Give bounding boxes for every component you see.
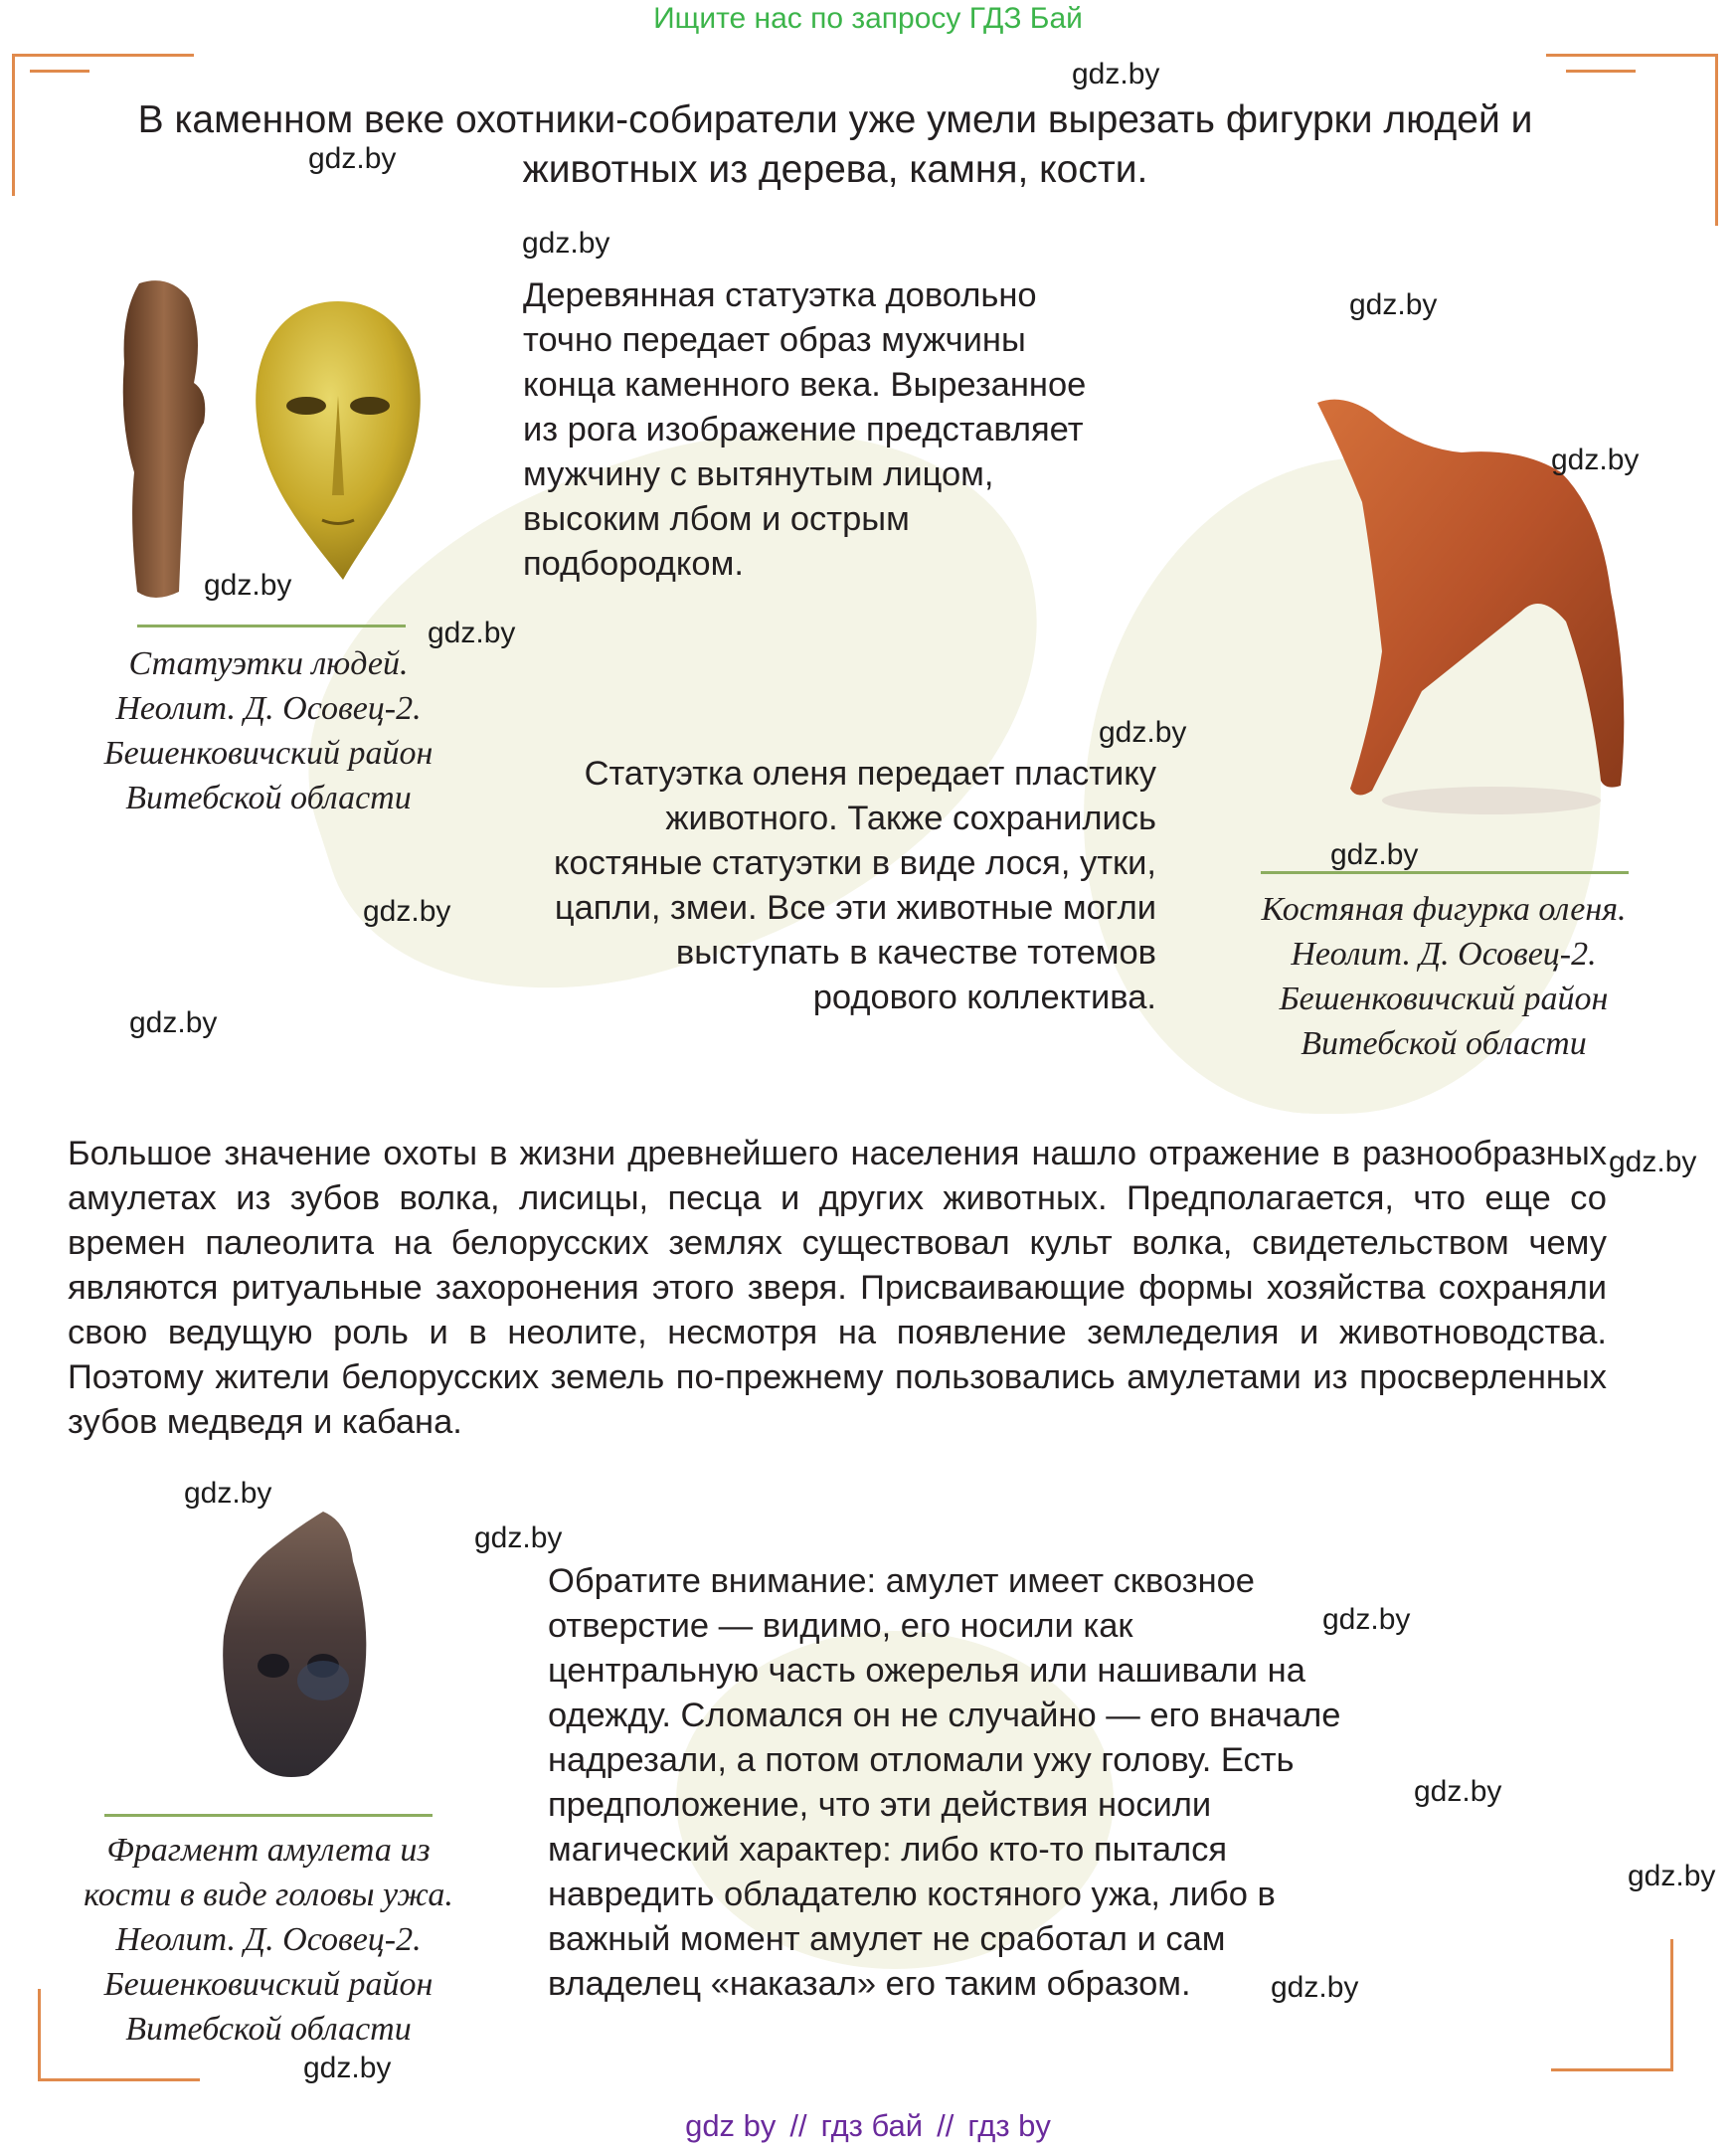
watermark: gdz.by xyxy=(1551,444,1640,476)
watermark: gdz.by xyxy=(1628,1860,1716,1892)
caption-line: Витебской области xyxy=(125,780,412,816)
horn-mask-statuette-image xyxy=(249,296,428,585)
corner-bracket-bottom-right xyxy=(1551,1939,1673,2071)
watermark: gdz.by xyxy=(522,227,610,260)
caption-line: Бешенковичский район xyxy=(103,1966,434,2003)
watermark: gdz.by xyxy=(1330,838,1419,871)
main-paragraph: Большое значение охоты в жизни древнейшего населения нашло отражение в разнообразных амулетах из зубов волка, лисицы, песца и других животных. Предполагается, что еще со времен палеолита на белорусских землях существовал культ волка, свидетельством чему являются ритуальные захоронения этого зверя. Присваивающие формы хозяйства сохраняли свою ведущую роль и в неолите, несмотря на появление земледелия и животноводства. Поэтому жители белорусских земель по-прежнему пользовались амулетами из просверленных зубов медведя и кабана. xyxy=(68,1135,1607,1441)
caption-line: Костяная фигурка оленя. xyxy=(1261,891,1627,928)
watermark: gdz.by xyxy=(1414,1775,1502,1808)
caption-line: Статуэтки людей. xyxy=(128,645,409,682)
caption-rule xyxy=(104,1814,433,1817)
caption-line: Бешенковичский район xyxy=(1279,981,1609,1017)
caption-line: Неолит. Д. Осовец-2. xyxy=(115,690,422,727)
deer-paragraph: Статуэтка оленя передает пластику животного. Также сохранились костяные статуэтки в виде лося, утки, цапли, змеи. Все эти животные могли выступать в качестве тотемов родового коллектива. xyxy=(554,755,1156,1016)
footer-separator: // xyxy=(937,2108,955,2143)
watermark: gdz.by xyxy=(428,617,516,649)
watermark: gdz.by xyxy=(308,142,397,175)
watermark: gdz.by xyxy=(474,1521,563,1554)
caption-line: кости в виде головы ужа. xyxy=(84,1877,453,1913)
headline: В каменном веке охотники-собиратели уже умели вырезать фигурки людей и животных из дерева, камня, кости. xyxy=(137,98,1533,191)
watermark: gdz.by xyxy=(1349,288,1438,321)
amulet-caption xyxy=(45,1828,492,2052)
footer-separator: // xyxy=(789,2108,807,2143)
watermark: gdz.by xyxy=(303,2052,392,2084)
top-search-link[interactable]: Ищите нас по запросу ГДЗ Бай xyxy=(653,2,1083,35)
corner-bracket-top-left-inner xyxy=(30,70,89,76)
watermark: gdz.by xyxy=(1609,1146,1697,1178)
caption-line: Неолит. Д. Осовец-2. xyxy=(1291,936,1597,973)
caption-line: Фрагмент амулета из xyxy=(106,1832,431,1869)
caption-line: Бешенковичский район xyxy=(103,735,434,772)
watermark: gdz.by xyxy=(204,569,292,602)
statuettes-paragraph: Деревянная статуэтка довольно точно передает образ мужчины конца каменного века. Вырезанное из рога изображение представляет мужчину с вытянутым лицом, высоким лбом и острым подбородком. xyxy=(523,276,1087,583)
caption-rule xyxy=(137,625,406,627)
wooden-statuette-image xyxy=(109,273,224,607)
watermark: gdz.by xyxy=(1322,1603,1411,1636)
watermark: gdz.by xyxy=(129,1006,218,1039)
watermark: gdz.by xyxy=(1072,58,1160,90)
watermark: gdz.by xyxy=(363,895,451,928)
caption-line: Витебской области xyxy=(125,2011,412,2048)
footer-link[interactable]: gdz by xyxy=(685,2108,777,2143)
deer-caption xyxy=(1215,887,1672,1066)
watermark: gdz.by xyxy=(1099,716,1187,749)
amulet-paragraph: Обратите внимание: амулет имеет сквозное отверстие — видимо, его носили как центральную часть ожерелья или нашивали на одежду. Сломался он не случайно — его вначале надрезали, а потом отломали ужу голову. Есть предположение, что эти действия носили магический характер: либо кто-то пытался навредить обладателю костяного ужа, либо в важный момент амулет не сработал и сам владелец «наказал» его таким образом. xyxy=(548,1562,1341,2003)
watermark: gdz.by xyxy=(184,1477,272,1510)
caption-line: Витебской области xyxy=(1301,1025,1587,1062)
caption-rule xyxy=(1261,871,1629,874)
caption-line: Неолит. Д. Осовец-2. xyxy=(115,1921,422,1958)
watermark: gdz.by xyxy=(1271,1971,1359,2004)
footer-link[interactable]: гдз by xyxy=(967,2108,1051,2143)
footer-links xyxy=(0,2108,1736,2144)
corner-bracket-top-right-inner xyxy=(1566,70,1636,76)
snake-head-amulet-image xyxy=(214,1507,378,1785)
footer-link[interactable]: гдз бай xyxy=(820,2108,924,2143)
statuettes-caption xyxy=(60,641,477,820)
